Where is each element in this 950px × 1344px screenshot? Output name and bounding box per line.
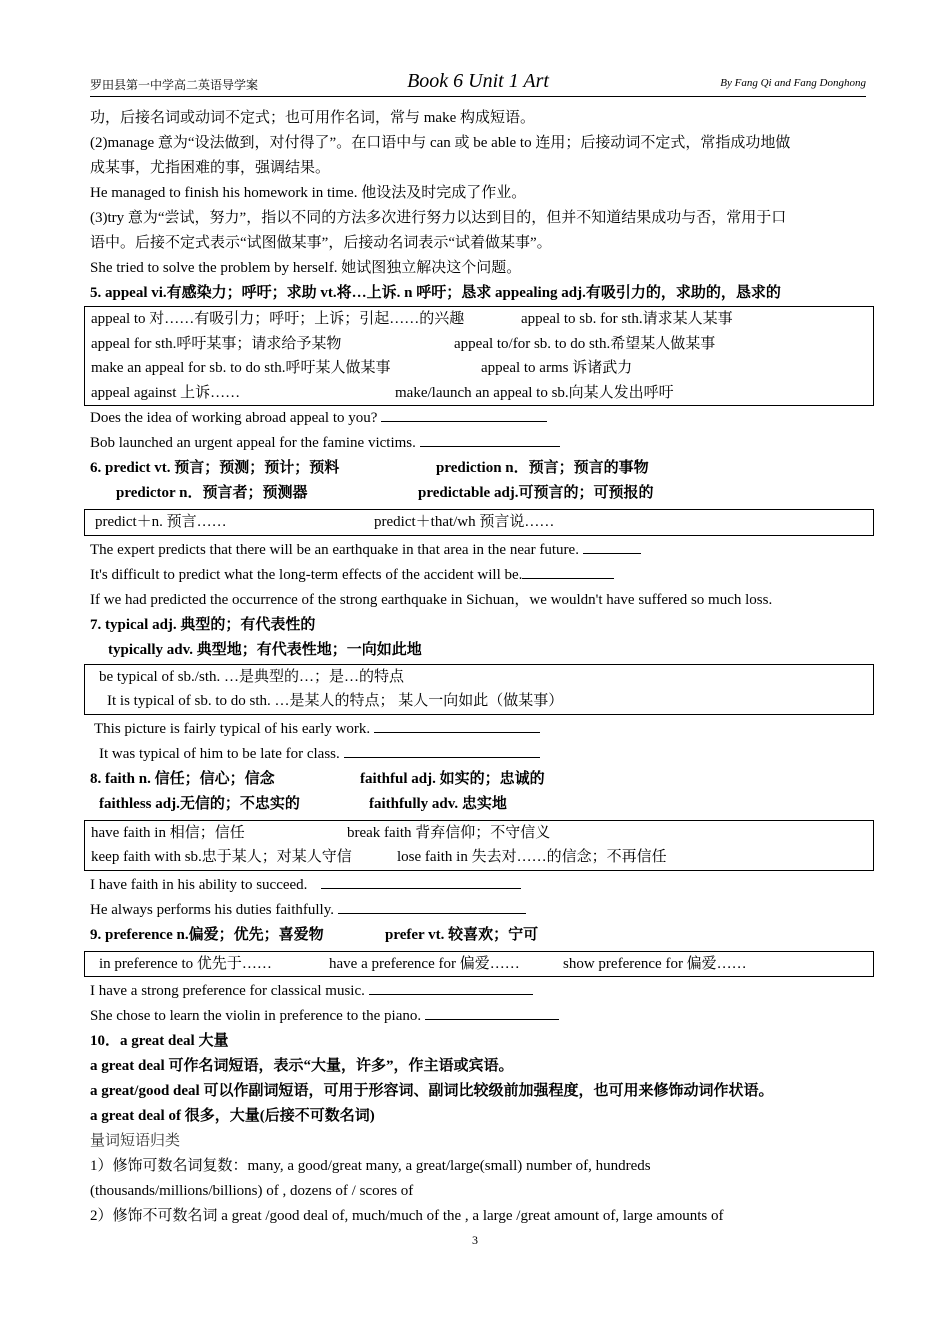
phrase: be typical of sb./sth. …是典型的…；是…的特点: [99, 668, 404, 685]
answer-blank[interactable]: [338, 899, 526, 914]
example-line: [90, 979, 870, 1004]
example-line: [90, 742, 870, 767]
heading-text: typically adv. 典型地；有代表性地；一向如此地: [108, 641, 422, 658]
phrase: break faith 背弃信仰；不守信义: [347, 824, 551, 841]
phrase: predict＋n. 预言……: [95, 514, 227, 530]
heading-text: 8. faith n. 信任；信心；信念: [90, 770, 275, 787]
phrase: appeal to 对……有吸引力；呼吁；上诉；引起……的兴趣: [91, 311, 465, 327]
text-line: a great deal of 很多，大量(后接不可数名词): [90, 1108, 375, 1124]
text-line: He managed to finish his homework in time. 他设法及时完成了作业。: [90, 185, 527, 201]
example-line: [90, 431, 870, 456]
heading-text: prefer vt. 较喜欢；宁可: [385, 926, 539, 943]
phrase: make an appeal for sb. to do sth.呼吁某人做某事: [91, 360, 391, 376]
text-line: 2）修饰不可数名词 a great /good deal of, much/much of the , a large /great amount of, large amounts of: [90, 1208, 724, 1224]
section-10-title: 10．a great deal 大量: [90, 1033, 229, 1049]
answer-blank[interactable]: [425, 1005, 559, 1020]
phrase-row: [91, 665, 873, 690]
answer-blank[interactable]: [381, 407, 547, 422]
text-line: (thousands/millions/billions) of , dozens of / scores of: [90, 1183, 414, 1199]
example-sentence: He always performs his duties faithfully.: [90, 901, 334, 918]
page-header: [90, 70, 866, 97]
text-line: 成某事，尤指困难的事，强调结果。: [90, 160, 331, 176]
example-sentence: This picture is fairly typical of his early work.: [94, 720, 371, 737]
example-sentence: I have a strong preference for classical music.: [90, 983, 365, 999]
example-sentence: The expert predicts that there will be an earthquake in that area in the near future.: [90, 541, 579, 558]
phrase-row: [91, 821, 873, 846]
phrase-row: [91, 510, 873, 535]
example-line: [90, 717, 870, 742]
heading-text: faithless adj.无信的；不忠实的: [99, 795, 300, 812]
answer-blank[interactable]: [321, 874, 521, 889]
text-line: (2)manage 意为“设法做到，对付得了”。在口语中与 can 或 be able to 连用；后接动词不定式，常指成功地做: [90, 135, 791, 151]
example-sentence: Does the idea of working abroad appeal to you?: [90, 410, 378, 426]
example-sentence: It's difficult to predict what the long-term effects of the accident will be.: [90, 566, 523, 583]
phrase: in preference to 优先于……: [99, 955, 272, 972]
phrase: appeal to/for sb. to do sth.希望某人做某事: [454, 335, 716, 352]
section-7-subtitle: [90, 638, 870, 663]
phrase: show preference for 偏爱……: [563, 955, 747, 972]
example-line: [90, 1004, 870, 1029]
phrase: It is typical of sb. to do sth. …是某人的特点； 某人一向如此（做某事）: [107, 693, 564, 709]
section-8-phrase-box: [84, 820, 874, 871]
section-7-title: 7. typical adj. 典型的；有代表性的: [90, 616, 316, 633]
example-line: [90, 873, 870, 898]
text-line: 语中。后接不定式表示“试图做某事”，后接动名词表示“试着做某事”。: [90, 235, 552, 251]
phrase: have a preference for 偏爱……: [329, 955, 520, 972]
phrase-row: [91, 381, 873, 406]
phrase: appeal for sth.呼吁某事；请求给予某物: [91, 335, 342, 352]
phrase: appeal to sb. for sth.请求某人某事: [521, 311, 733, 327]
heading-text: 9. preference n.偏爱；优先；喜爱物: [90, 926, 324, 943]
section-9-phrase-box: [84, 951, 874, 978]
phrase: predict＋that/wh 预言说……: [374, 514, 555, 530]
answer-blank[interactable]: [344, 743, 540, 758]
heading-text: predictor n．预言者；预测器: [116, 485, 308, 501]
phrase-row: [91, 689, 873, 714]
answer-blank[interactable]: [369, 980, 533, 995]
section-6-phrase-box: [84, 509, 874, 536]
text-line: She tried to solve the problem by herself. 她试图独立解决这个问题。: [90, 260, 522, 276]
authors: By Fang Qi and Fang Donghong: [720, 77, 866, 89]
example-line: If we had predicted the occurrence of the strong earthquake in Sichuan，we wouldn't have suffered so much loss.: [90, 591, 773, 608]
example-line: [90, 406, 870, 431]
document-body: [90, 106, 870, 1229]
answer-blank[interactable]: [522, 564, 614, 579]
example-sentence: She chose to learn the violin in preference to the piano.: [90, 1008, 422, 1024]
book-title: Book 6 Unit 1 Art: [407, 70, 549, 92]
example-sentence: It was typical of him to be late for class.: [99, 745, 340, 762]
example-line: [90, 538, 870, 563]
text-line: a great/good deal 可以作副词短语，可用于形容词、副词比较级前加强程度，也可用来修饰动词作状语。: [90, 1083, 774, 1099]
school-title: 罗田县第一中学高二英语导学案: [90, 78, 259, 92]
section-6-title: [90, 456, 870, 481]
phrase-row: [91, 845, 873, 870]
answer-blank[interactable]: [420, 432, 560, 447]
section-9-title: [90, 923, 870, 948]
phrase-row: [91, 356, 873, 381]
phrase-row: [91, 307, 873, 332]
phrase-row: [91, 332, 873, 357]
phrase-row: [91, 952, 873, 977]
example-sentence: I have faith in his ability to succeed.: [90, 876, 308, 893]
phrase: make/launch an appeal to sb.向某人发出呼吁: [395, 384, 674, 401]
section-5-title: 5. appeal vi.有感染力；呼吁；求助 vt.将…上诉. n 呼吁；恳求 appealing adj.有吸引力的，求助的，恳求的: [90, 285, 781, 301]
example-line: [90, 898, 870, 923]
phrase: have faith in 相信；信任: [91, 824, 245, 841]
phrase: lose faith in 失去对……的信念；不再信任: [397, 849, 667, 865]
heading-text: 6. predict vt. 预言；预测；预计；预料: [90, 460, 340, 476]
text-line: (3)try 意为“尝试，努力”，指以不同的方法多次进行努力以达到目的，但并不知道结果成功与否，常用于口: [90, 210, 787, 226]
example-line: [90, 563, 870, 588]
text-line: 量词短语归类: [90, 1133, 181, 1149]
text-line: 1）修饰可数名词复数：many, a good/great many, a great/large(small) number of, hundreds: [90, 1158, 651, 1174]
answer-blank[interactable]: [583, 539, 641, 554]
phrase: appeal against 上诉……: [91, 384, 241, 401]
heading-text: prediction n．预言；预言的事物: [436, 460, 649, 476]
phrase: appeal to arms 诉诸武力: [481, 360, 633, 376]
answer-blank[interactable]: [374, 718, 540, 733]
text-line: 功，后接名词或动词不定式；也可用作名词，常与 make 构成短语。: [90, 110, 535, 126]
text-line: a great deal 可作名词短语，表示“大量，许多”，作主语或宾语。: [90, 1058, 514, 1074]
phrase: keep faith with sb.忠于某人；对某人守信: [91, 849, 352, 865]
example-sentence: Bob launched an urgent appeal for the famine victims.: [90, 435, 416, 451]
section-7-phrase-box: [84, 664, 874, 715]
section-8-title: [90, 767, 870, 792]
heading-text: faithfully adv. 忠实地: [369, 795, 507, 812]
section-6-subtitle: [90, 481, 870, 506]
section-5-phrase-box: [84, 306, 874, 406]
section-8-subtitle: [90, 792, 870, 817]
page-number: 3: [472, 1233, 478, 1247]
heading-text: faithful adj. 如实的；忠诚的: [360, 770, 545, 787]
heading-text: predictable adj.可预言的；可预报的: [418, 485, 654, 501]
